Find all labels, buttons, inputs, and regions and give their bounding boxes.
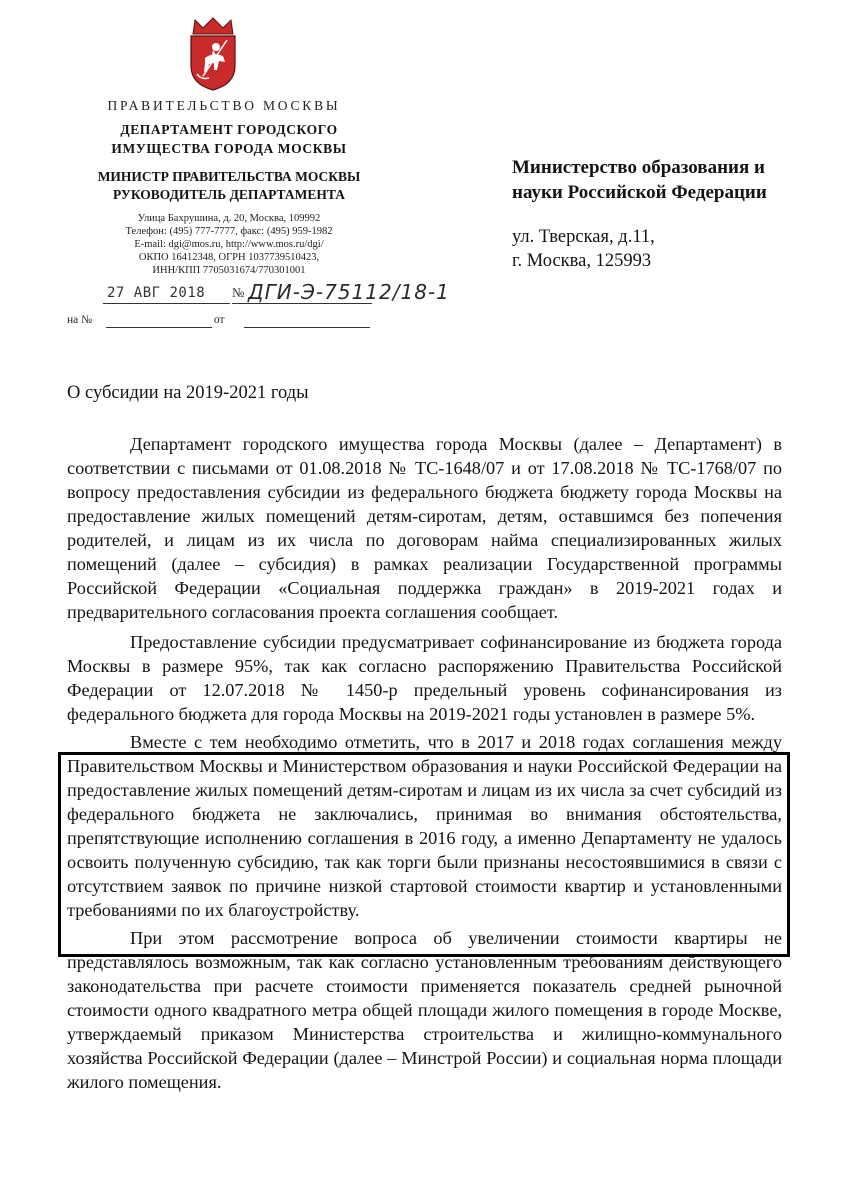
reference-date-label: от (213, 314, 225, 326)
minister-line: РУКОВОДИТЕЛЬ ДЕПАРТАМЕНТА (113, 187, 345, 202)
reference-number-line (106, 327, 212, 328)
department-line: ДЕПАРТАМЕНТ ГОРОДСКОГО (120, 122, 338, 137)
letter-body (67, 432, 782, 1094)
contact-inn: ИНН/КПП 7705031674/770301001 (152, 265, 306, 276)
moscow-coat-of-arms-icon (183, 14, 243, 92)
date-stamp: 27 АВГ 2018 (107, 285, 206, 301)
department-name (88, 120, 370, 158)
number-sign: № (232, 285, 245, 300)
recipient-name (512, 155, 812, 205)
body-paragraph: При этом рассмотрение вопроса об увеличении стоимости квартиры не представлялось возможным, так как согласно установленным требованиям действующего законодательства при расчете стоимости применяется показатель средней рыночной стоимости одного квадратного метра общей площади жилого помещения в городе Москве, утверждаемый приказом Министерства строительства и жилищно-коммунального хозяйства Российской Федерации (далее – Минстрой России) и социальная норма площади жилого помещения. (67, 928, 782, 1092)
recipient-address-line: ул. Тверская, д.11, (512, 227, 655, 247)
highlighted-paragraph: Вместе с тем необходимо отметить, что в 2017 и 2018 годах соглашения между Правительством Москвы и Министерством образования и науки Российской Федерации на предоставление жилых помещений детям-сиротам и лицам из их числа за счет субсидий из федерального бюджета не заключались, принимая во внимания обстоятельства, препятствующие исполнению соглашения в 2016 году, а именно Департаменту не удалось освоить полученную субсидию, так как торги были признаны несостоявшимися в связи с отсутствием заявок по причине низкой стартовой стоимости квартир и установленными требованиями по их благоустройству. (67, 732, 782, 920)
minister-title (88, 168, 370, 204)
body-paragraph: Предоставление субсидии предусматривает софинансирование из бюджета города Москвы в размере 95%, так как согласно распоряжению Правительства Российской Федерации от 12.07.2018 № 1450-р предельный уровень софинансирования из федерального бюджета для города Москвы на 2019-2021 годы установлен в размере 5%. (67, 632, 782, 724)
contact-email: E-mail: dgi@mos.ru, http://www.mos.ru/dgi/ (134, 239, 324, 250)
recipient-block (512, 155, 812, 273)
department-line: ИМУЩЕСТВА ГОРОДА МОСКВЫ (111, 141, 347, 156)
recipient-address-line: г. Москва, 125993 (512, 251, 652, 271)
registration-number: ДГИ-Э-75112/18-1 (248, 280, 450, 304)
contact-block (88, 212, 370, 277)
contact-address: Улица Бахрушина, д. 20, Москва, 109992 (137, 213, 321, 224)
letter-subject: О субсидии на 2019-2021 годы (67, 383, 309, 403)
contact-phone: Телефон: (495) 777-7777, факс: (495) 959-1982 (125, 226, 333, 237)
recipient-address (512, 225, 812, 273)
reference-row (67, 314, 224, 326)
minister-line: МИНИСТР ПРАВИТЕЛЬСТВА МОСКВЫ (97, 169, 361, 184)
reference-number-label: на № (67, 314, 93, 326)
contact-okpo: ОКПО 16412348, ОГРН 1037739510423, (138, 252, 320, 263)
reference-date-line (244, 327, 370, 328)
date-underline (103, 303, 230, 304)
number-underline (232, 303, 372, 304)
government-name: ПРАВИТЕЛЬСТВО МОСКВЫ (107, 98, 341, 113)
body-paragraph: Департамент городского имущества города Москвы (далее – Департамент) в соответствии с письмами от 01.08.2018 № ТС-1648/07 и от 17.08.2018 № ТС-1768/07 по вопросу предоставления субсидии из федерального бюджета бюджету города Москвы на предоставление жилых помещений детям-сиротам, детям, оставшимся без попечения родителей, и лицам из их числа по договорам найма специализированных жилых помещений (далее – субсидия) в рамках реализации Государственной программы Российской Федерации «Социальная поддержка граждан» в 2019-2021 годах и предварительного согласования проекта соглашения сообщает. (67, 434, 782, 622)
recipient-name-line: науки Российской Федерации (512, 182, 767, 203)
recipient-name-line: Министерство образования и (512, 157, 765, 178)
